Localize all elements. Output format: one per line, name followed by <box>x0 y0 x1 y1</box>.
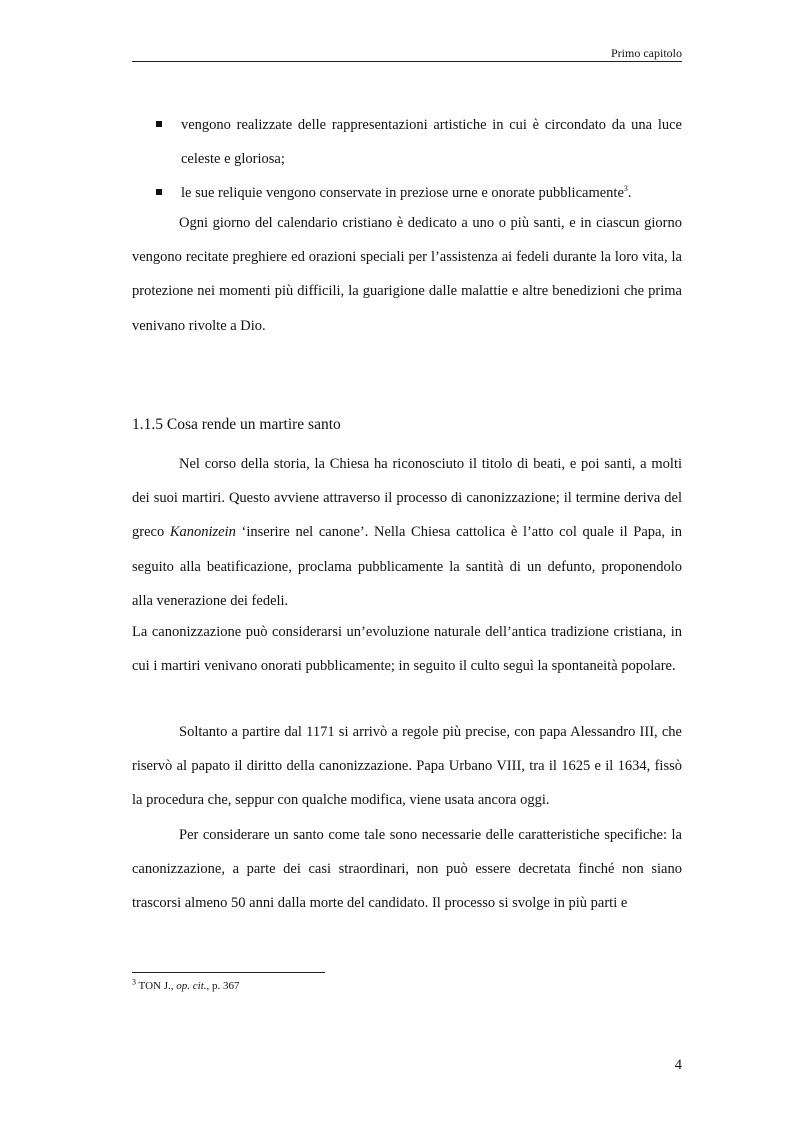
paragraph: La canonizzazione può considerarsi un’evoluzione naturale dell’antica tradizione cristiana, in cui i martiri venivano onorati pubblicamente; in seguito il culto seguì la spontaneità popolare. <box>132 624 682 675</box>
paragraph-text: Nel corso della storia, la Chiesa ha riconosciuto il titolo di beati, e poi santi, a molti dei suoi martiri. Questo avviene attraverso il processo di canonizzazione; il termine deriva del greco <box>132 456 682 541</box>
paragraph: Soltanto a partire dal 1171 si arrivò a regole più precise, con papa Alessandro III, che riservò al papato il diritto della canonizzazione. Papa Urbano VIII, tra il 1625 e il 1634, fissò la procedura che, seppur con qualche modifica, viene usata ancora oggi. <box>132 724 682 809</box>
footnote <box>132 977 240 992</box>
footnote-author: TON J., <box>136 980 177 992</box>
bullet-text: vengono realizzate delle rappresentazioni artistiche in cui è circondato da una luce celeste e gloriosa; <box>181 117 682 167</box>
bullet-list <box>132 108 682 210</box>
footnote-separator <box>132 972 325 973</box>
footnote-ref[interactable]: 3 <box>623 184 628 194</box>
section-heading: 1.1.5 Cosa rende un martire santo <box>132 416 341 433</box>
footnote-rest: , p. 367 <box>206 980 240 992</box>
paragraph <box>132 447 682 618</box>
running-header <box>132 47 682 62</box>
page-number: 4 <box>674 1057 682 1073</box>
paragraph: Ogni giorno del calendario cristiano è dedicato a uno o più santi, e in ciascun giorno vengono recitate preghiere ed orazioni speciali per l’assistenza ai fedeli durante la loro vita, la protezione nei momenti più difficili, la guarigione dalle malattie e altre benedizioni che prima venivano rivolte a Dio. <box>132 215 682 334</box>
bullet-end: . <box>627 185 632 201</box>
bullet-text: le sue reliquie vengono conservate in preziose urne e onorate pubblicamente <box>181 185 624 201</box>
footnote-number: 3 <box>132 977 136 987</box>
square-bullet-icon <box>156 121 162 127</box>
italic-term: Kanonizein <box>169 524 236 541</box>
paragraph-text: ‘inserire nel canone’. Nella Chiesa cattolica è l’atto col quale il Papa, in seguito alla beatificazione, proclama pubblicamente la santità di un defunto, proponendolo alla venerazione dei fedeli. <box>132 524 682 609</box>
list-item <box>132 176 682 210</box>
running-title: Primo capitolo <box>611 46 682 60</box>
paragraph: Per considerare un santo come tale sono necessarie delle caratteristiche specifiche: la canonizzazione, a parte dei casi straordinari, non può essere decretata finché non siano trascorsi almeno 50 anni dalla morte del candidato. Il processo si svolge in più parti e <box>132 827 682 912</box>
square-bullet-icon <box>156 189 162 195</box>
footnote-italic: op. cit. <box>176 980 207 992</box>
list-item <box>132 108 682 176</box>
